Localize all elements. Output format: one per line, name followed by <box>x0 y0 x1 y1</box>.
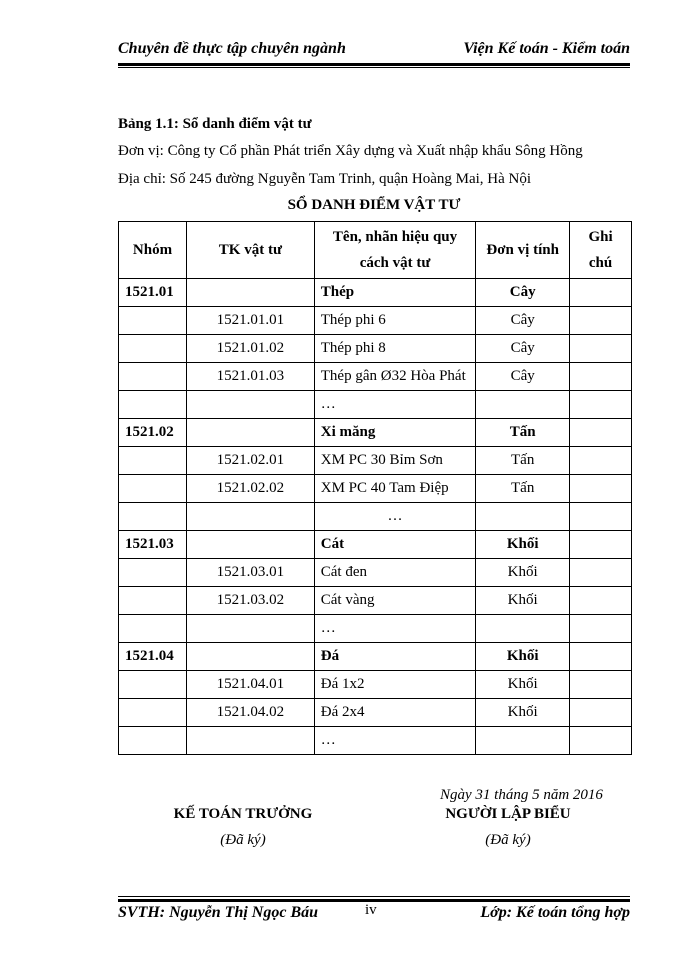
material-table <box>118 221 632 755</box>
group-cell <box>119 391 187 419</box>
group-cell <box>119 615 187 643</box>
name-cell: Cát <box>314 531 476 559</box>
account-cell: 1521.01.03 <box>186 363 314 391</box>
table-row <box>119 363 632 391</box>
chief-accountant-note: (Đã ký) <box>220 832 266 848</box>
note-cell <box>570 419 632 447</box>
group-cell <box>119 475 187 503</box>
preparer-title: NGƯỜI LẬP BIỂU <box>445 806 571 822</box>
unit-cell <box>476 615 570 643</box>
unit-cell <box>476 727 570 755</box>
unit-cell: Cây <box>476 307 570 335</box>
chief-accountant-title: KẾ TOÁN TRƯỞNG <box>173 806 313 822</box>
unit-cell: Khối <box>476 587 570 615</box>
note-cell <box>570 615 632 643</box>
name-cell: … <box>314 503 476 531</box>
header-note: Ghi chú <box>570 222 632 279</box>
name-cell: … <box>314 391 476 419</box>
account-cell: 1521.02.02 <box>186 475 314 503</box>
group-cell <box>119 363 187 391</box>
footer-student: SVTH: Nguyễn Thị Ngọc Báu <box>118 904 319 921</box>
footer-rule-thin <box>118 896 630 897</box>
account-cell: 1521.03.01 <box>186 559 314 587</box>
table-row <box>119 335 632 363</box>
account-cell <box>186 503 314 531</box>
note-cell <box>570 503 632 531</box>
name-cell: Thép phi 6 <box>314 307 476 335</box>
table-caption: Bảng 1.1: Sổ danh điểm vật tư <box>118 116 312 132</box>
name-cell: Cát vàng <box>314 587 476 615</box>
group-cell <box>119 671 187 699</box>
table-row <box>119 475 632 503</box>
table-row <box>119 391 632 419</box>
account-cell: 1521.02.01 <box>186 447 314 475</box>
name-cell: Đá 2x4 <box>314 699 476 727</box>
name-cell: … <box>314 727 476 755</box>
group-cell: 1521.02 <box>119 419 187 447</box>
account-cell: 1521.01.02 <box>186 335 314 363</box>
account-cell <box>186 531 314 559</box>
group-cell: 1521.03 <box>119 531 187 559</box>
account-cell <box>186 615 314 643</box>
unit-cell: Khối <box>476 699 570 727</box>
group-row <box>119 643 632 671</box>
unit-cell: Cây <box>476 335 570 363</box>
note-cell <box>570 587 632 615</box>
table-row <box>119 587 632 615</box>
footer-class: Lớp: Kế toán tổng hợp <box>480 904 630 921</box>
group-cell: 1521.01 <box>119 279 187 307</box>
table-row <box>119 447 632 475</box>
unit-cell: Khối <box>476 643 570 671</box>
name-cell: Xi măng <box>314 419 476 447</box>
table-row <box>119 727 632 755</box>
unit-cell: Tấn <box>476 475 570 503</box>
unit-cell <box>476 391 570 419</box>
header-right: Viện Kế toán - Kiểm toán <box>463 40 630 57</box>
note-cell <box>570 447 632 475</box>
table-title: SỔ DANH ĐIỂM VẬT TƯ <box>287 197 461 213</box>
table-row <box>119 307 632 335</box>
page-header <box>118 38 630 62</box>
account-cell: 1521.04.02 <box>186 699 314 727</box>
account-cell <box>186 391 314 419</box>
group-cell <box>119 447 187 475</box>
table-row <box>119 615 632 643</box>
group-cell <box>119 307 187 335</box>
header-unit: Đơn vị tính <box>476 222 570 279</box>
table-row <box>119 503 632 531</box>
note-cell <box>570 279 632 307</box>
note-cell <box>570 699 632 727</box>
name-cell: XM PC 30 Bỉm Sơn <box>314 447 476 475</box>
header-group: Nhóm <box>119 222 187 279</box>
name-cell: Cát đen <box>314 559 476 587</box>
address-line: Địa chỉ: Số 245 đường Nguyễn Tam Trinh, quận Hoàng Mai, Hà Nội <box>118 171 532 187</box>
account-cell <box>186 279 314 307</box>
header-account: TK vật tư <box>186 222 314 279</box>
group-cell <box>119 587 187 615</box>
account-cell <box>186 727 314 755</box>
unit-cell: Tấn <box>476 447 570 475</box>
unit-cell: Khối <box>476 671 570 699</box>
account-cell <box>186 419 314 447</box>
unit-cell: Khối <box>476 531 570 559</box>
note-cell <box>570 475 632 503</box>
header-rule-thin <box>118 67 630 68</box>
header-name: Tên, nhãn hiệu quy cách vật tư <box>314 222 476 279</box>
name-cell: Đá <box>314 643 476 671</box>
table-body <box>119 279 632 755</box>
table-row <box>119 699 632 727</box>
group-row <box>119 531 632 559</box>
name-cell: Thép phi 8 <box>314 335 476 363</box>
unit-cell: Tấn <box>476 419 570 447</box>
group-cell <box>119 727 187 755</box>
group-cell <box>119 503 187 531</box>
date-line: Ngày 31 tháng 5 năm 2016 <box>440 787 603 803</box>
unit-cell: Cây <box>476 279 570 307</box>
table-header-row <box>119 222 632 279</box>
note-cell <box>570 559 632 587</box>
name-cell: Thép <box>314 279 476 307</box>
group-cell: 1521.04 <box>119 643 187 671</box>
name-cell: … <box>314 615 476 643</box>
account-cell <box>186 643 314 671</box>
unit-cell <box>476 503 570 531</box>
unit-cell: Khối <box>476 559 570 587</box>
note-cell <box>570 363 632 391</box>
note-cell <box>570 531 632 559</box>
note-cell <box>570 335 632 363</box>
table-row <box>119 559 632 587</box>
unit-cell: Cây <box>476 363 570 391</box>
account-cell: 1521.01.01 <box>186 307 314 335</box>
note-cell <box>570 307 632 335</box>
name-cell: Đá 1x2 <box>314 671 476 699</box>
group-row <box>119 419 632 447</box>
group-cell <box>119 699 187 727</box>
header-left: Chuyên đề thực tập chuyên ngành <box>118 40 346 57</box>
account-cell: 1521.03.02 <box>186 587 314 615</box>
account-cell: 1521.04.01 <box>186 671 314 699</box>
group-cell <box>119 559 187 587</box>
note-cell <box>570 727 632 755</box>
name-cell: XM PC 40 Tam Điệp <box>314 475 476 503</box>
group-row <box>119 279 632 307</box>
name-cell: Thép gân Ø32 Hòa Phát <box>314 363 476 391</box>
note-cell <box>570 391 632 419</box>
note-cell <box>570 671 632 699</box>
preparer-note: (Đã ký) <box>485 832 531 848</box>
header-rule-thick <box>118 63 630 66</box>
note-cell <box>570 643 632 671</box>
group-cell <box>119 335 187 363</box>
table-row <box>119 671 632 699</box>
unit-line: Đơn vị: Công ty Cổ phần Phát triển Xây dựng và Xuất nhập khẩu Sông Hồng <box>118 143 583 159</box>
page-number: iv <box>365 902 377 918</box>
